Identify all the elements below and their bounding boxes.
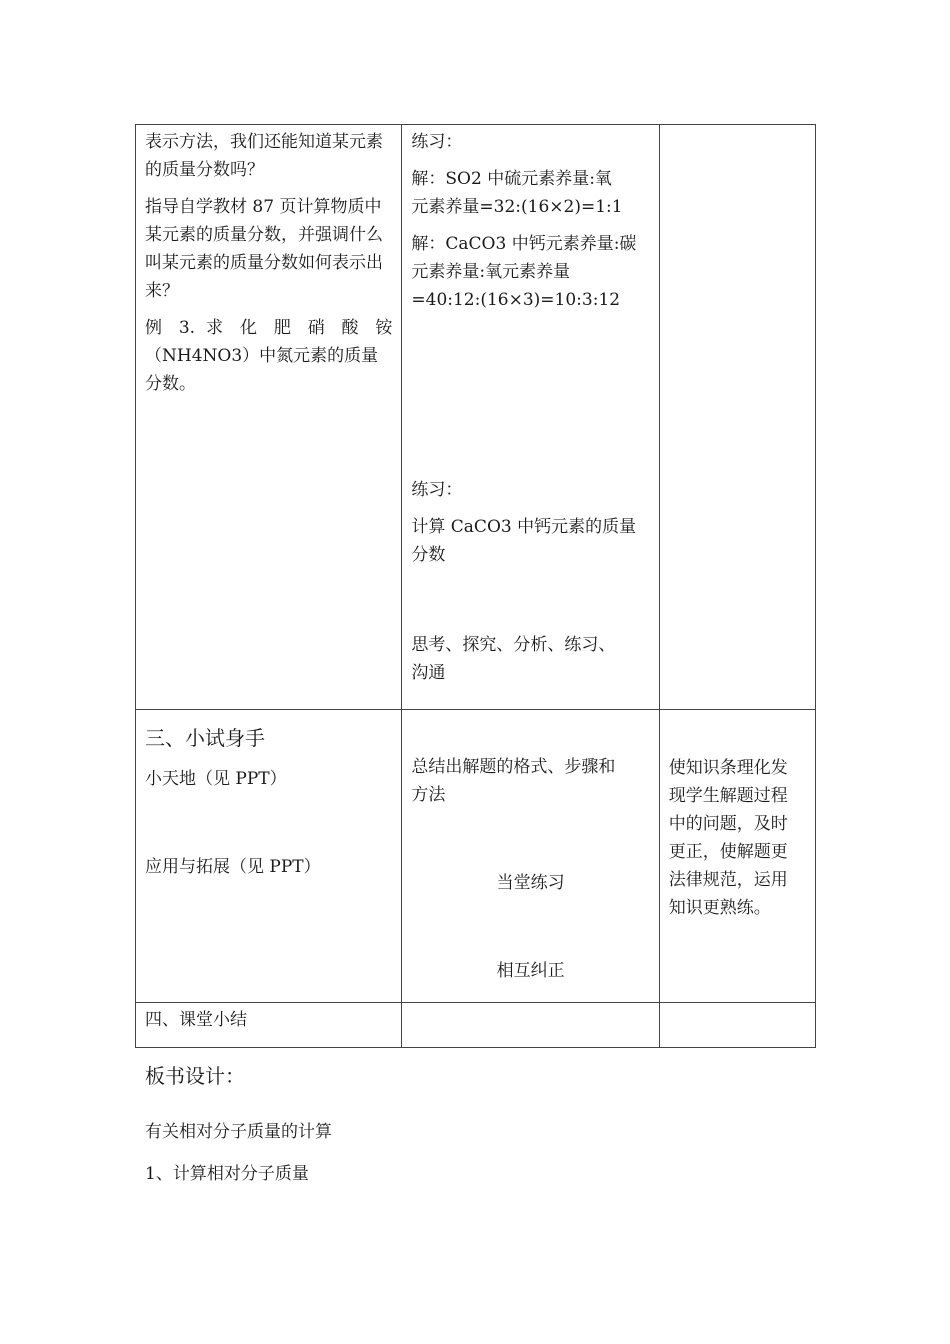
purpose-line2: 现学生解题过程 [668, 786, 788, 806]
caco3-solution-line3: =40:12:(16×3)=10:3:12 [411, 290, 621, 310]
activities-line1: 思考、探究、分析、练习、 [411, 635, 616, 655]
lesson-plan-table [135, 124, 816, 1048]
row3-left-cell [136, 1003, 402, 1048]
row1-left-cell [136, 125, 402, 710]
class-summary-title: 四、课堂小结 [145, 1010, 247, 1030]
row2-middle-cell [402, 710, 659, 1003]
caco3-solution-line2: 元素养量:氧元素养量 [411, 262, 571, 282]
table-row [136, 710, 816, 1003]
purpose-line4: 更正，使解题更 [668, 842, 788, 862]
table-row [136, 1003, 816, 1048]
board-design-title: 板书设计： [145, 1064, 245, 1088]
example3-line1: 例 3. 求 化 肥 硝 酸 铵 [145, 318, 393, 338]
row2-left-cell [136, 710, 402, 1003]
practice-label-1: 练习： [411, 132, 463, 152]
so2-solution-line2: 元素养量=32:(16×2)=1:1 [411, 197, 623, 217]
caco3-solution-line1: 解：CaCO3 中钙元素养量:碳 [411, 234, 637, 254]
purpose-line5: 法律规范，运用 [668, 870, 788, 890]
row2-right-cell [659, 710, 815, 1003]
calc-task-line1: 计算 CaCO3 中钙元素的质量 [411, 517, 637, 537]
practice-label-2: 练习： [411, 480, 463, 500]
table-row [136, 125, 816, 710]
self-study-guidance-text: 指导自学教材 87 页计算物质中某元素的质量分数，并强调什么叫某元素的质量分数如何表示出来？ [145, 197, 383, 301]
example3-line2: （NH4NO3）中氮元素的质量 [145, 346, 379, 366]
method-question-text: 表示方法，我们还能知道某元素的质量分数吗？ [145, 132, 383, 180]
mutual-correction-text: 相互纠正 [496, 961, 565, 981]
board-item-1: 1、计算相对分子质量 [145, 1164, 309, 1184]
section-title-practice: 三、小试身手 [145, 726, 265, 750]
summary-line1: 总结出解题的格式、步骤和 [411, 757, 616, 777]
row3-right-cell [659, 1003, 815, 1048]
purpose-line1: 使知识条理化发 [668, 758, 788, 778]
calc-task-line2: 分数 [411, 545, 446, 565]
row3-middle-cell [402, 1003, 659, 1048]
board-subtitle: 有关相对分子质量的计算 [145, 1122, 332, 1142]
row1-right-cell [659, 125, 815, 710]
mini-world-item: 小天地（见 PPT） [145, 769, 287, 789]
summary-line2: 方法 [411, 785, 446, 805]
in-class-practice-text: 当堂练习 [496, 873, 565, 893]
row1-middle-cell [402, 125, 659, 710]
purpose-line6: 知识更熟练。 [668, 898, 771, 918]
activities-line2: 沟通 [411, 663, 446, 683]
purpose-line3: 中的问题，及时 [668, 814, 788, 834]
so2-solution-line1: 解：SO2 中硫元素养量:氧 [411, 169, 612, 189]
example3-line3: 分数。 [145, 374, 196, 394]
application-extension-item: 应用与拓展（见 PPT） [145, 857, 321, 877]
